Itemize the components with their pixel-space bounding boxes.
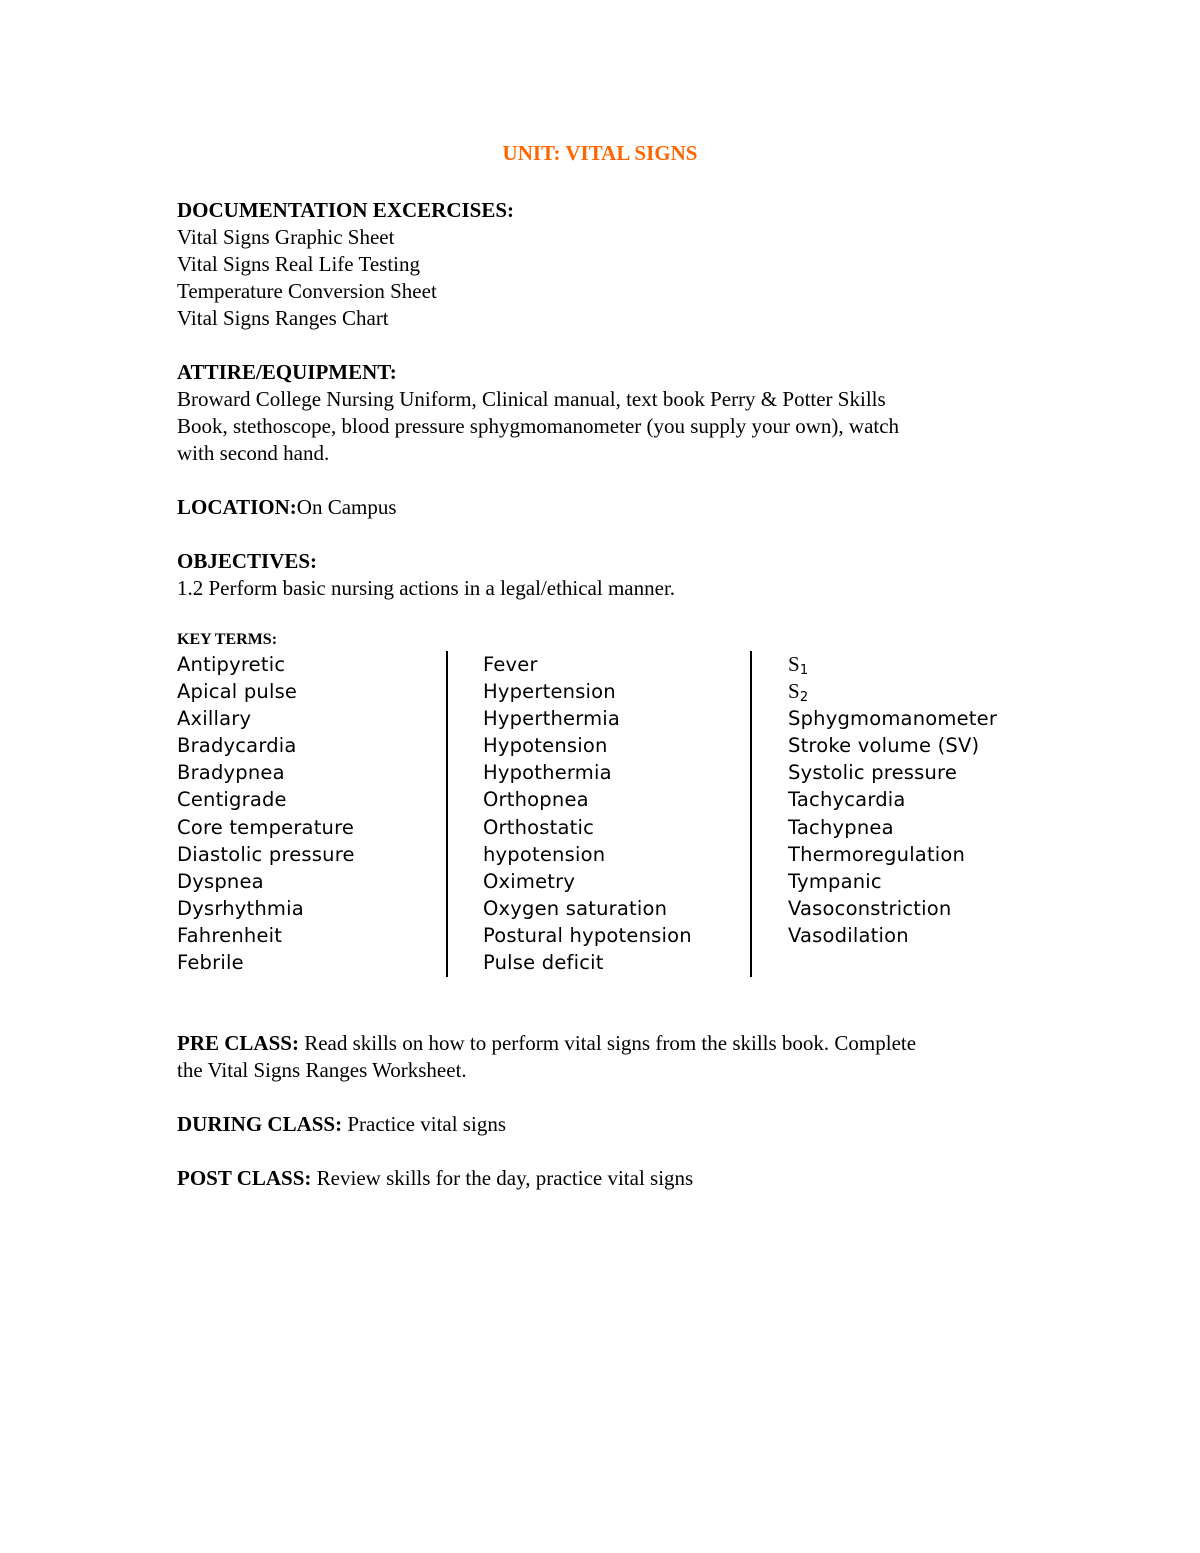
key-terms-column-1: [177, 651, 355, 976]
pre-class-section: [177, 1030, 1037, 1084]
key-term: Hypothermia: [483, 761, 612, 785]
key-term-subscript: 2: [799, 690, 809, 706]
key-term: [788, 651, 997, 678]
key-term: Orthopnea: [483, 788, 589, 812]
key-term: Oximetry: [483, 869, 576, 893]
during-class-text: Practice vital signs: [342, 1112, 506, 1136]
key-terms-heading: KEY TERMS:: [177, 631, 278, 648]
documentation-heading: DOCUMENTATION EXCERCISES:: [177, 198, 515, 222]
attire-section: [177, 359, 1037, 467]
location-section: [177, 494, 1037, 521]
attire-heading: ATTIRE/EQUIPMENT:: [177, 360, 397, 384]
objectives-section: [177, 548, 1037, 602]
location-heading: LOCATION:: [177, 495, 297, 519]
key-terms-column-3: [788, 651, 997, 949]
key-term: Orthostatic: [483, 815, 595, 839]
pre-class-text: Read skills on how to perform vital signs from the skills book. Complete: [298, 1031, 917, 1055]
key-term: hypotension: [483, 842, 606, 866]
during-class-heading: DURING CLASS:: [177, 1112, 343, 1136]
post-class-text: Review skills for the day, practice vital signs: [311, 1166, 694, 1190]
key-term: Fahrenheit: [177, 923, 283, 947]
key-term: Centigrade: [177, 788, 287, 812]
objective-item: 1.2 Perform basic nursing actions in a legal/ethical manner.: [177, 576, 676, 600]
key-term: Antipyretic: [177, 653, 286, 676]
key-term-subscript: 1: [799, 663, 809, 678]
key-term: Systolic pressure: [788, 761, 958, 785]
key-term: Hypotension: [483, 734, 608, 758]
key-term: Febrile: [177, 951, 244, 975]
location-value: On Campus: [296, 495, 397, 519]
post-class-heading: POST CLASS:: [177, 1166, 312, 1190]
pre-class-text-continued: the Vital Signs Ranges Worksheet.: [177, 1058, 467, 1082]
key-term-base: S: [788, 652, 800, 676]
key-term: Diastolic pressure: [177, 842, 355, 866]
key-term: Axillary: [177, 707, 252, 731]
key-term: Oxygen saturation: [483, 896, 668, 920]
key-term: Vasodilation: [788, 923, 909, 947]
attire-line: Broward College Nursing Uniform, Clinical manual, text book Perry & Potter Skills: [177, 387, 886, 411]
during-class-section: [177, 1111, 1037, 1138]
key-term: Tachycardia: [788, 788, 906, 812]
documentation-item: Temperature Conversion Sheet: [177, 279, 437, 303]
key-term: Dyspnea: [177, 869, 264, 893]
attire-line: with second hand.: [177, 441, 330, 465]
documentation-item: Vital Signs Graphic Sheet: [177, 225, 395, 249]
key-term: Hyperthermia: [483, 707, 621, 731]
documentation-section: [177, 197, 1037, 332]
key-term: Bradypnea: [177, 761, 285, 785]
key-term: Bradycardia: [177, 734, 297, 758]
documentation-item: Vital Signs Ranges Chart: [177, 306, 389, 330]
column-divider: [446, 651, 448, 977]
key-term: Dysrhythmia: [177, 896, 304, 920]
key-term: Stroke volume (SV): [788, 734, 980, 758]
key-term: Vasoconstriction: [788, 896, 952, 920]
key-term: Sphygmomanometer: [788, 707, 998, 731]
key-terms-column-2: [483, 651, 692, 976]
column-divider: [750, 651, 752, 977]
page-title: UNIT: VITAL SIGNS: [502, 141, 698, 165]
key-term: Tympanic: [788, 869, 882, 893]
key-term-base: S: [788, 679, 800, 704]
pre-class-heading: PRE CLASS:: [177, 1031, 299, 1055]
objectives-heading: OBJECTIVES:: [177, 549, 318, 573]
post-class-section: [177, 1165, 1037, 1192]
key-term: Core temperature: [177, 815, 355, 839]
key-term: Fever: [483, 653, 538, 676]
key-term: Thermoregulation: [788, 842, 966, 866]
key-term: [788, 678, 997, 705]
documentation-item: Vital Signs Real Life Testing: [177, 252, 421, 276]
key-term: Apical pulse: [177, 680, 298, 704]
key-term: Hypertension: [483, 680, 616, 704]
key-term: Postural hypotension: [483, 923, 692, 947]
attire-line: Book, stethoscope, blood pressure sphygmomanometer (you supply your own), watch: [177, 414, 900, 438]
key-term: Pulse deficit: [483, 951, 604, 975]
key-term: Tachypnea: [788, 815, 894, 839]
